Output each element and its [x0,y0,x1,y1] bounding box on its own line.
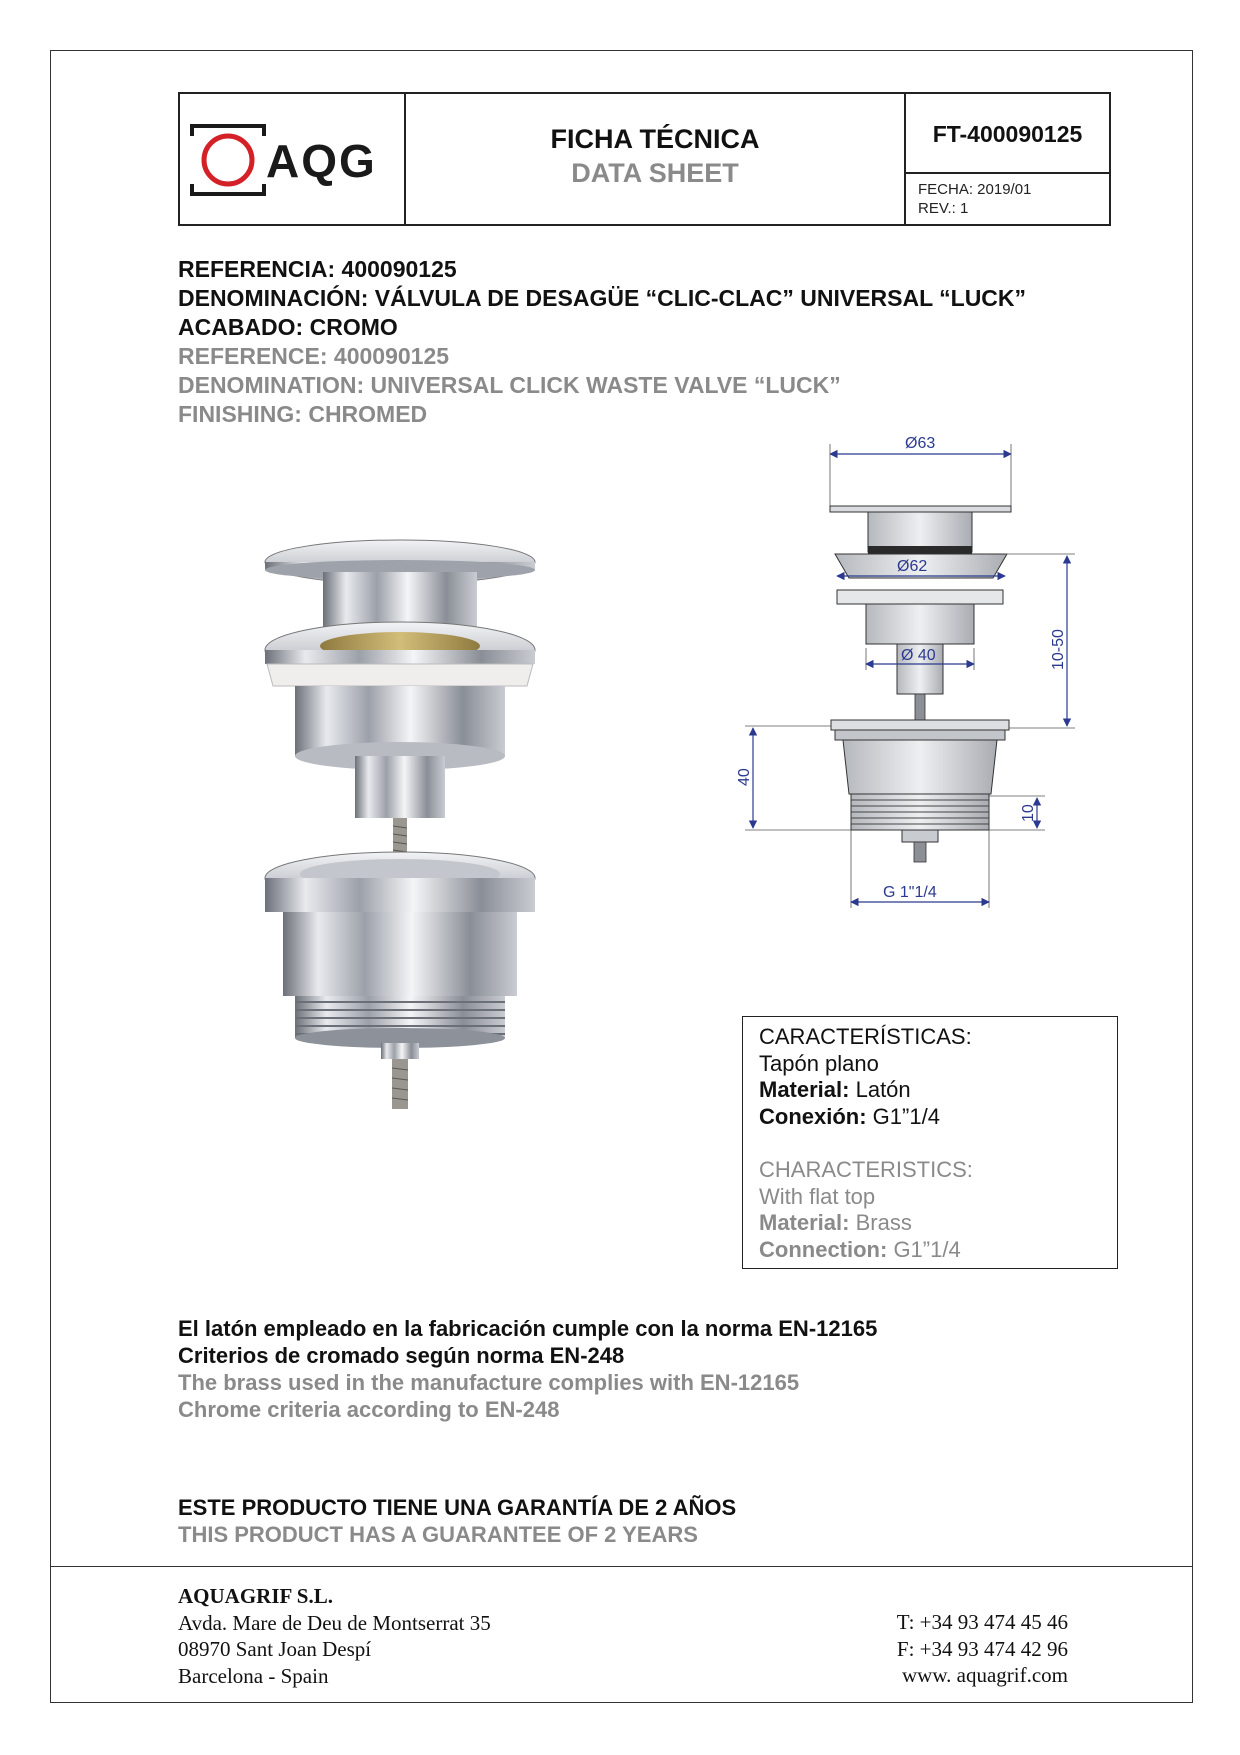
dim-label-40-height: 40 [736,768,753,786]
fax-number: F: +34 93 474 42 96 [896,1636,1068,1661]
address-line-3: Barcelona - Spain [178,1663,329,1688]
dim-label-10: 10 [1020,804,1037,822]
document-revision: REV.: 1 [918,200,969,217]
technical-drawing [736,430,1090,920]
connection-label-en: Connection: [759,1236,888,1262]
company-name: AQUAGRIF S.L. [178,1584,333,1608]
denomination-es: DENOMINACIÓN: VÁLVULA DE DESAGÜE “CLIC-CLAC” UNIVERSAL “LUCK” [178,285,1027,311]
guarantee-en: THIS PRODUCT HAS A GUARANTEE OF 2 YEARS [178,1522,698,1547]
logo-text: AQG [266,135,377,187]
code-cell [906,94,1109,224]
revision-info [918,180,1031,218]
norm-brass-en: The brass used in the manufacture complies with EN-12165 [178,1370,800,1395]
address-line-2: 08970 Sant Joan Despí [178,1637,372,1661]
dim-label-62: Ø62 [897,558,928,575]
guarantee-section [178,1494,736,1548]
characteristics-title-en: CHARACTERISTICS: [759,1157,973,1182]
characteristics-connection-es [759,1104,1101,1131]
reference-es: REFERENCIA: 400090125 [178,256,457,282]
document-title-es: FICHA TÉCNICA [550,124,760,154]
guarantee-es: ESTE PRODUCTO TIENE UNA GARANTÍA DE 2 AÑOS [178,1495,737,1520]
material-label-en: Material: [759,1210,850,1235]
title-cell [406,94,906,224]
material-label-es: Material: [759,1077,850,1102]
characteristics-box [742,1016,1118,1269]
document-date: FECHA: 2019/01 [918,181,1032,198]
finish-en: FINISHING: CHROMED [178,401,428,427]
spacer [759,1130,1101,1157]
document-code: FT-400090125 [906,94,1109,174]
characteristics-material-es [759,1077,1101,1104]
denomination-en: DENOMINATION: UNIVERSAL CLICK WASTE VALVE “LUCK” [178,372,841,398]
finish-es: ACABADO: CROMO [178,314,398,340]
phone-number: T: +34 93 474 45 46 [896,1610,1068,1634]
company-address [178,1583,491,1689]
norm-brass-es: El latón empleado en la fabricación cumple con la norma EN-12165 [178,1316,878,1341]
connection-value-es: G1”1/4 [866,1103,940,1129]
product-photo [255,538,545,1113]
website-link[interactable]: www. aquagrif.com [901,1663,1068,1687]
material-value-en: Brass [849,1210,912,1235]
company-contact [897,1609,1068,1689]
logo-cell [180,94,406,224]
reference-en: REFERENCE: 400090125 [178,343,450,369]
characteristics-title-es: CARACTERÍSTICAS: [759,1024,972,1049]
dimension-thread-height [989,796,1045,830]
document-title-en: DATA SHEET [571,158,739,188]
material-value-es: Latón [849,1077,911,1102]
norms-section [178,1315,877,1423]
address-line-1: Avda. Mare de Deu de Montserrat 35 [178,1610,491,1635]
norm-chrome-es: Criterios de cromado según norma EN-248 [178,1343,625,1368]
dim-label-40-diam: Ø 40 [901,647,936,664]
product-specs [178,255,1026,429]
dim-label-10-50: 10-50 [1050,629,1067,670]
aqg-logo-icon [188,122,268,198]
dimension-body-height [736,726,851,830]
footer-divider [50,1566,1193,1567]
characteristics-top-en: With flat top [759,1183,876,1209]
characteristics-top-es: Tapón plano [759,1050,879,1076]
connection-label-es: Conexión: [759,1103,867,1129]
characteristics-connection-en [759,1237,1101,1264]
norm-chrome-en: Chrome criteria according to EN-248 [178,1397,560,1422]
dimension-top-diameter [830,435,1011,506]
characteristics-material-en [759,1210,1101,1237]
dim-label-thread: G 1"1/4 [883,884,937,901]
connection-value-en: G1”1/4 [887,1236,961,1262]
header-table [178,92,1111,226]
dimension-adjust-range [1005,554,1075,728]
dim-label-63: Ø63 [905,435,936,452]
